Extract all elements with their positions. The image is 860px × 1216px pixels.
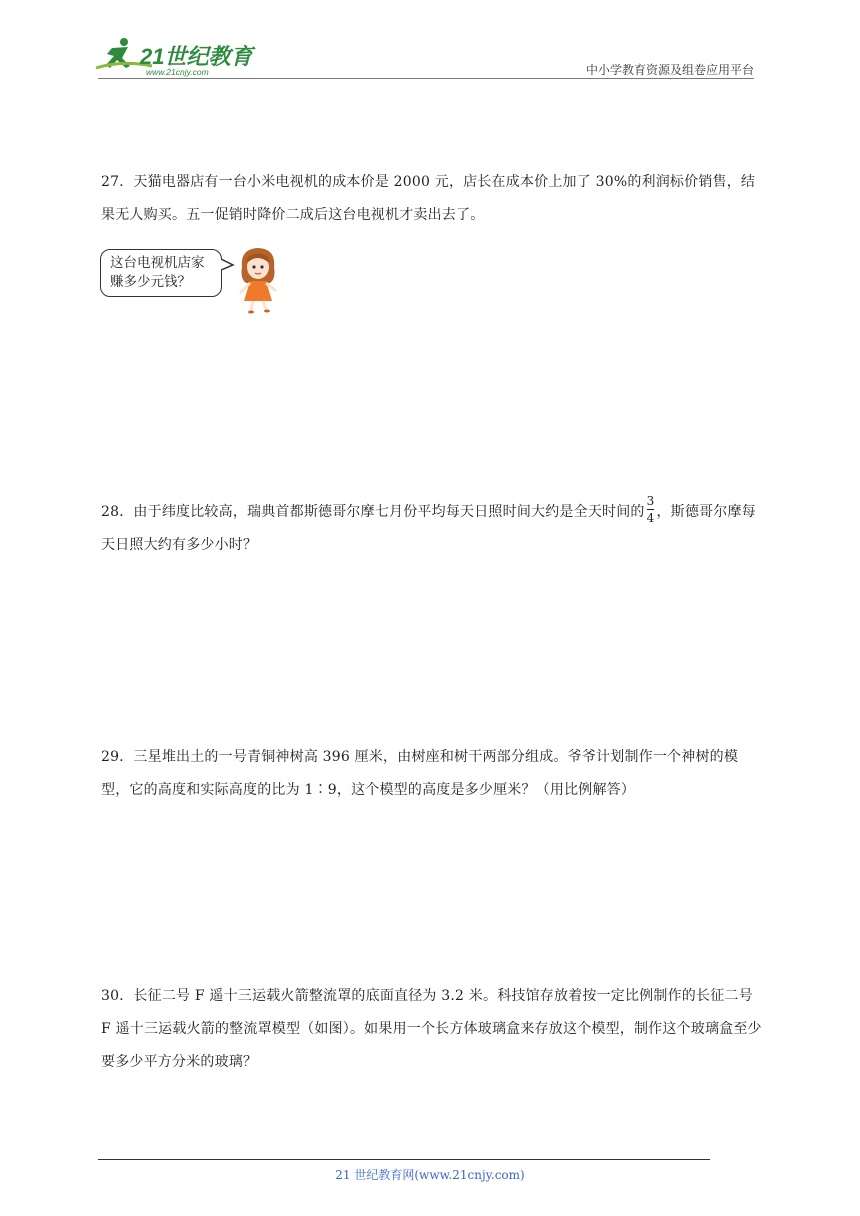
question-text: 三星堆出土的一号青铜神树高 396 厘米，由树座和树干两部分组成。爷爷计划制作一个神树的模型，它的高度和实际高度的比为 1∶9，这个模型的高度是多少厘米？（用比例解答） [101, 749, 739, 798]
platform-name: 中小学教育资源及组卷应用平台 [585, 63, 754, 77]
question-number: 28． [101, 504, 134, 520]
girl-character-icon [230, 245, 288, 315]
fraction-denominator: 4 [646, 510, 655, 525]
footer-link[interactable]: 21 世纪教育网(www.21cnjy.com) [335, 1168, 525, 1182]
speech-illustration [100, 245, 290, 315]
question-text-before: 由于纬度比较高，瑞典首都斯德哥尔摩七月份平均每天日照时间大约是全天时间的 [133, 504, 645, 520]
question-text-after: ，斯德哥尔摩每天日照大约有多少小时？ [101, 504, 756, 553]
site-logo [92, 34, 262, 78]
fraction-bar [647, 509, 655, 510]
speech-bubble [100, 249, 222, 297]
bubble-line-2: 赚多少元钱？ [110, 274, 191, 290]
logo-graphic [92, 34, 262, 78]
question-text: 天猫电器店有一台小米电视机的成本价是 2000 元，店长在成本价上加了 30%的利润标价销售，结果无人购买。五一促销时降价二成后这台电视机才卖出去了。 [101, 174, 756, 223]
question-number: 30． [101, 988, 134, 1004]
question-27 [101, 166, 763, 232]
question-text: 长征二号 F 遥十三运载火箭整流罩的底面直径为 3.2 米。科技馆存放着按一定比例制作的长征二号 F 遥十三运载火箭的整流罩模型（如图）。如果用一个长方体玻璃盒来存放这个模型，制作这个玻璃盒至少要多少平方分米的玻璃？ [101, 988, 762, 1070]
logo-text: 21世纪教育 [140, 44, 253, 69]
fraction [647, 494, 655, 525]
bubble-line-1: 这台电视机店家 [110, 255, 205, 271]
question-28 [101, 493, 763, 562]
fraction-numerator: 3 [646, 493, 655, 508]
question-30 [101, 980, 763, 1079]
header-divider [98, 78, 754, 79]
logo-url: www.21cnjy.com [146, 67, 209, 77]
question-29 [101, 741, 763, 807]
footer-divider [98, 1159, 710, 1160]
question-number: 29． [101, 749, 134, 765]
question-number: 27． [101, 174, 134, 190]
